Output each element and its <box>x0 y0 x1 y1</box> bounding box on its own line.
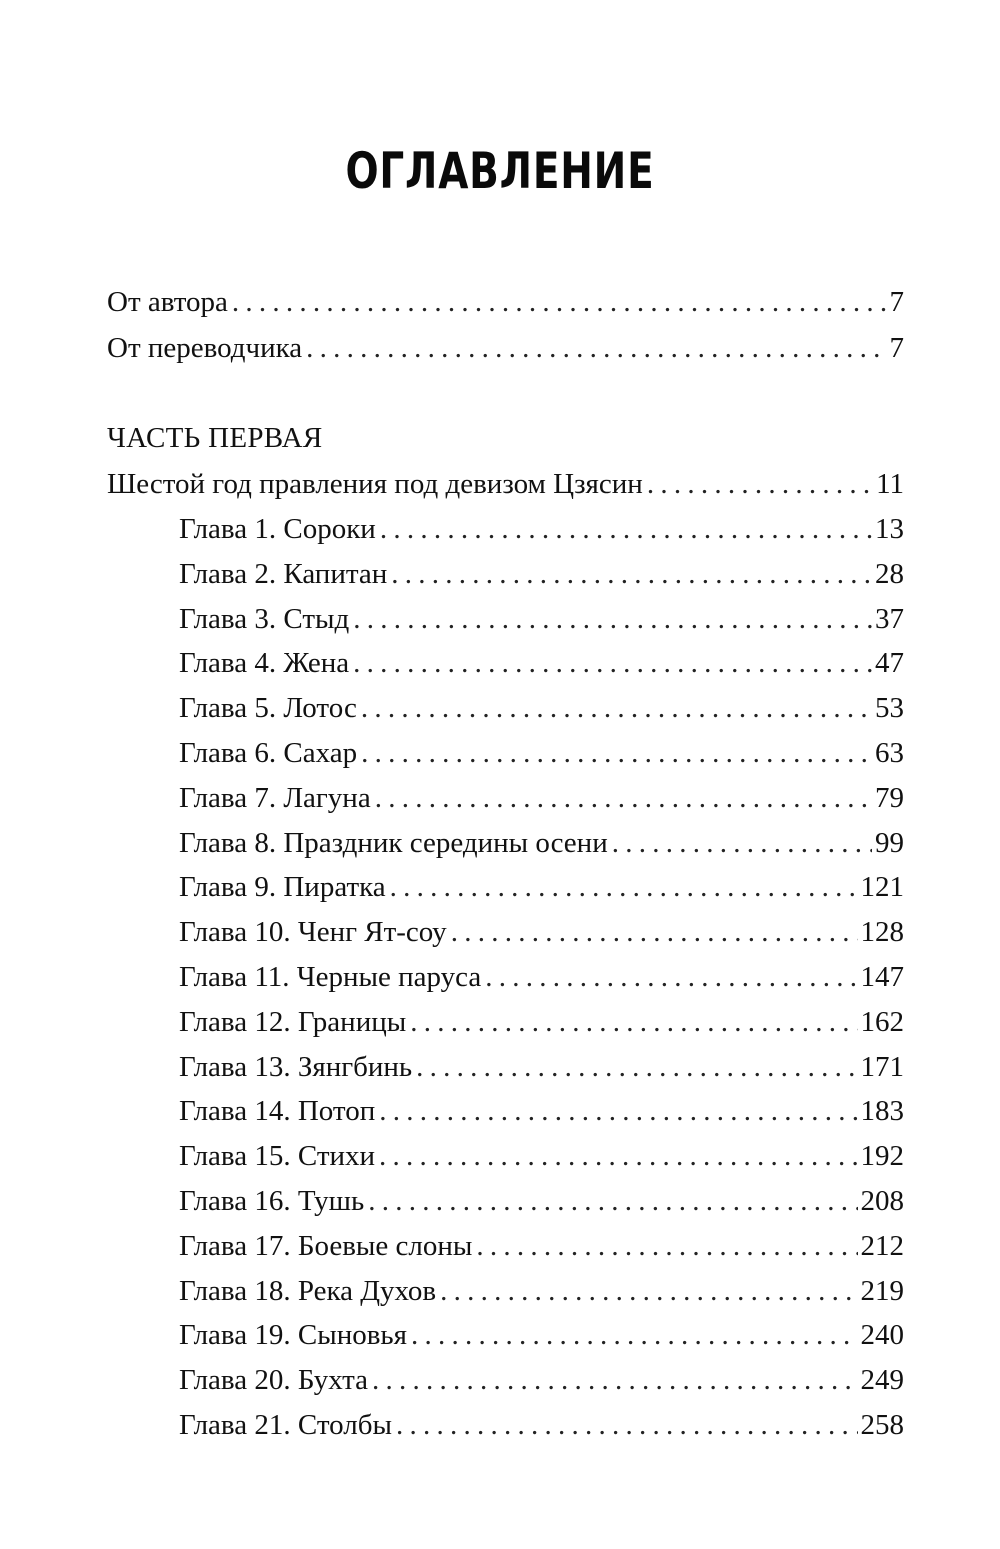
toc-entry-page: 121 <box>860 871 904 904</box>
toc-entry-chapter <box>179 1226 904 1266</box>
dot-leader <box>647 464 873 504</box>
toc-entry-page: 162 <box>860 1005 904 1038</box>
dot-leader <box>410 1002 857 1042</box>
toc-entry-chapter <box>179 1271 904 1311</box>
toc-entry-label: Глава 12. Границы <box>179 1005 407 1038</box>
toc-entry-chapter <box>179 509 904 549</box>
dot-leader <box>379 1136 857 1176</box>
toc-entry-chapter <box>179 1405 904 1445</box>
dot-leader <box>353 599 872 639</box>
toc-entry-chapter <box>179 1002 904 1042</box>
toc-entry-label: Глава 3. Стыд <box>179 602 350 635</box>
toc-entry-page: 128 <box>860 916 904 949</box>
dot-leader <box>306 328 886 368</box>
dot-leader <box>440 1271 857 1311</box>
toc-entry-label: Шестой год правления под девизом Цзясин <box>107 468 643 500</box>
dot-leader <box>416 1047 857 1087</box>
dot-leader <box>361 733 872 773</box>
toc-entry-label: Глава 7. Лагуна <box>179 781 371 814</box>
toc-entry-page: 212 <box>860 1229 904 1262</box>
dot-leader <box>375 778 872 818</box>
toc-entry-chapter <box>179 554 904 594</box>
toc-entry-page: 192 <box>860 1140 904 1173</box>
toc-entry-chapter <box>179 688 904 728</box>
part-heading: ЧАСТЬ ПЕРВАЯ <box>107 422 323 454</box>
toc-entry-chapter <box>179 867 904 907</box>
dot-leader <box>372 1360 858 1400</box>
toc-entry-chapter <box>179 599 904 639</box>
toc-entry-page: 249 <box>860 1364 904 1397</box>
toc-entry-label: Глава 2. Капитан <box>179 557 388 590</box>
toc-entry-page: 7 <box>889 332 904 364</box>
toc-entry-page: 13 <box>875 513 904 545</box>
toc-entry-page: 171 <box>860 1050 904 1083</box>
toc-entry-page: 208 <box>860 1185 904 1217</box>
dot-leader <box>391 554 872 594</box>
toc-entry-label: От автора <box>107 286 228 318</box>
dot-leader <box>361 688 872 728</box>
toc-entry-chapter <box>179 1047 904 1087</box>
toc-entry-author-note <box>107 282 904 322</box>
dot-leader <box>379 1091 857 1131</box>
toc-entry-chapter <box>179 778 904 818</box>
toc-entry-label: Глава 5. Лотос <box>179 692 357 725</box>
dot-leader <box>380 509 872 549</box>
toc-entry-label: Глава 17. Боевые слоны <box>179 1229 473 1262</box>
toc-entry-label: Глава 1. Сороки <box>179 513 376 545</box>
page-title: ОГЛАВЛЕНИЕ <box>345 142 655 200</box>
toc-entry-chapter <box>179 912 904 952</box>
dot-leader <box>485 957 857 997</box>
toc-entry-chapter <box>179 733 904 773</box>
toc-entry-page: 11 <box>876 468 904 500</box>
toc-entry-chapter <box>179 1360 904 1400</box>
toc-entry-label: Глава 20. Бухта <box>179 1364 368 1397</box>
toc-entry-page: 47 <box>875 647 904 680</box>
toc-entry-label: Глава 6. Сахар <box>179 737 358 769</box>
toc-entry-chapter <box>179 1091 904 1131</box>
toc-entry-page: 258 <box>860 1409 904 1441</box>
toc-entry-chapter <box>179 957 904 997</box>
toc-entry-page: 63 <box>875 737 904 769</box>
toc-entry-page: 53 <box>875 692 904 725</box>
toc-entry-page: 147 <box>860 961 904 993</box>
toc-entry-page: 79 <box>875 781 904 814</box>
toc-entry-label: Глава 14. Потоп <box>179 1095 376 1128</box>
dot-leader <box>390 867 858 907</box>
toc-entry-label: Глава 19. Сыновья <box>179 1319 407 1352</box>
dot-leader <box>232 282 887 322</box>
dot-leader <box>368 1181 857 1221</box>
toc-entry-section <box>107 464 904 504</box>
toc-entry-label: Глава 9. Пиратка <box>179 871 386 904</box>
toc-entry-chapter <box>179 1136 904 1176</box>
toc-entry-label: Глава 11. Черные паруса <box>179 961 482 993</box>
dot-leader <box>411 1315 858 1355</box>
dot-leader <box>476 1226 857 1266</box>
dot-leader <box>396 1405 858 1445</box>
toc-entry-page: 7 <box>889 286 904 318</box>
toc-entry-page: 219 <box>860 1274 904 1307</box>
toc-entry-chapter <box>179 643 904 683</box>
toc-entry-label: Глава 8. Праздник середины осени <box>179 826 608 859</box>
toc-entry-page: 37 <box>875 602 904 635</box>
toc-entry-page: 240 <box>860 1319 904 1352</box>
toc-entry-chapter <box>179 1315 904 1355</box>
toc-entry-label: Глава 4. Жена <box>179 647 350 680</box>
toc-entry-label: От переводчика <box>107 332 303 364</box>
dot-leader <box>612 823 872 863</box>
toc-entry-label: Глава 15. Стихи <box>179 1140 376 1173</box>
toc-entry-translator-note <box>107 328 904 368</box>
dot-leader <box>353 643 872 683</box>
dot-leader <box>451 912 858 952</box>
toc-entry-page: 183 <box>860 1095 904 1128</box>
toc-entry-chapter <box>179 1181 904 1221</box>
toc-entry-label: Глава 16. Тушь <box>179 1185 365 1217</box>
toc-entry-chapter <box>179 823 904 863</box>
toc-entry-label: Глава 21. Столбы <box>179 1409 392 1441</box>
toc-entry-label: Глава 10. Ченг Ят-соу <box>179 916 447 949</box>
toc-entry-page: 99 <box>875 826 904 859</box>
toc-entry-page: 28 <box>875 557 904 590</box>
toc-entry-label: Глава 18. Река Духов <box>179 1274 437 1307</box>
toc-entry-label: Глава 13. Зянгбинь <box>179 1050 413 1083</box>
